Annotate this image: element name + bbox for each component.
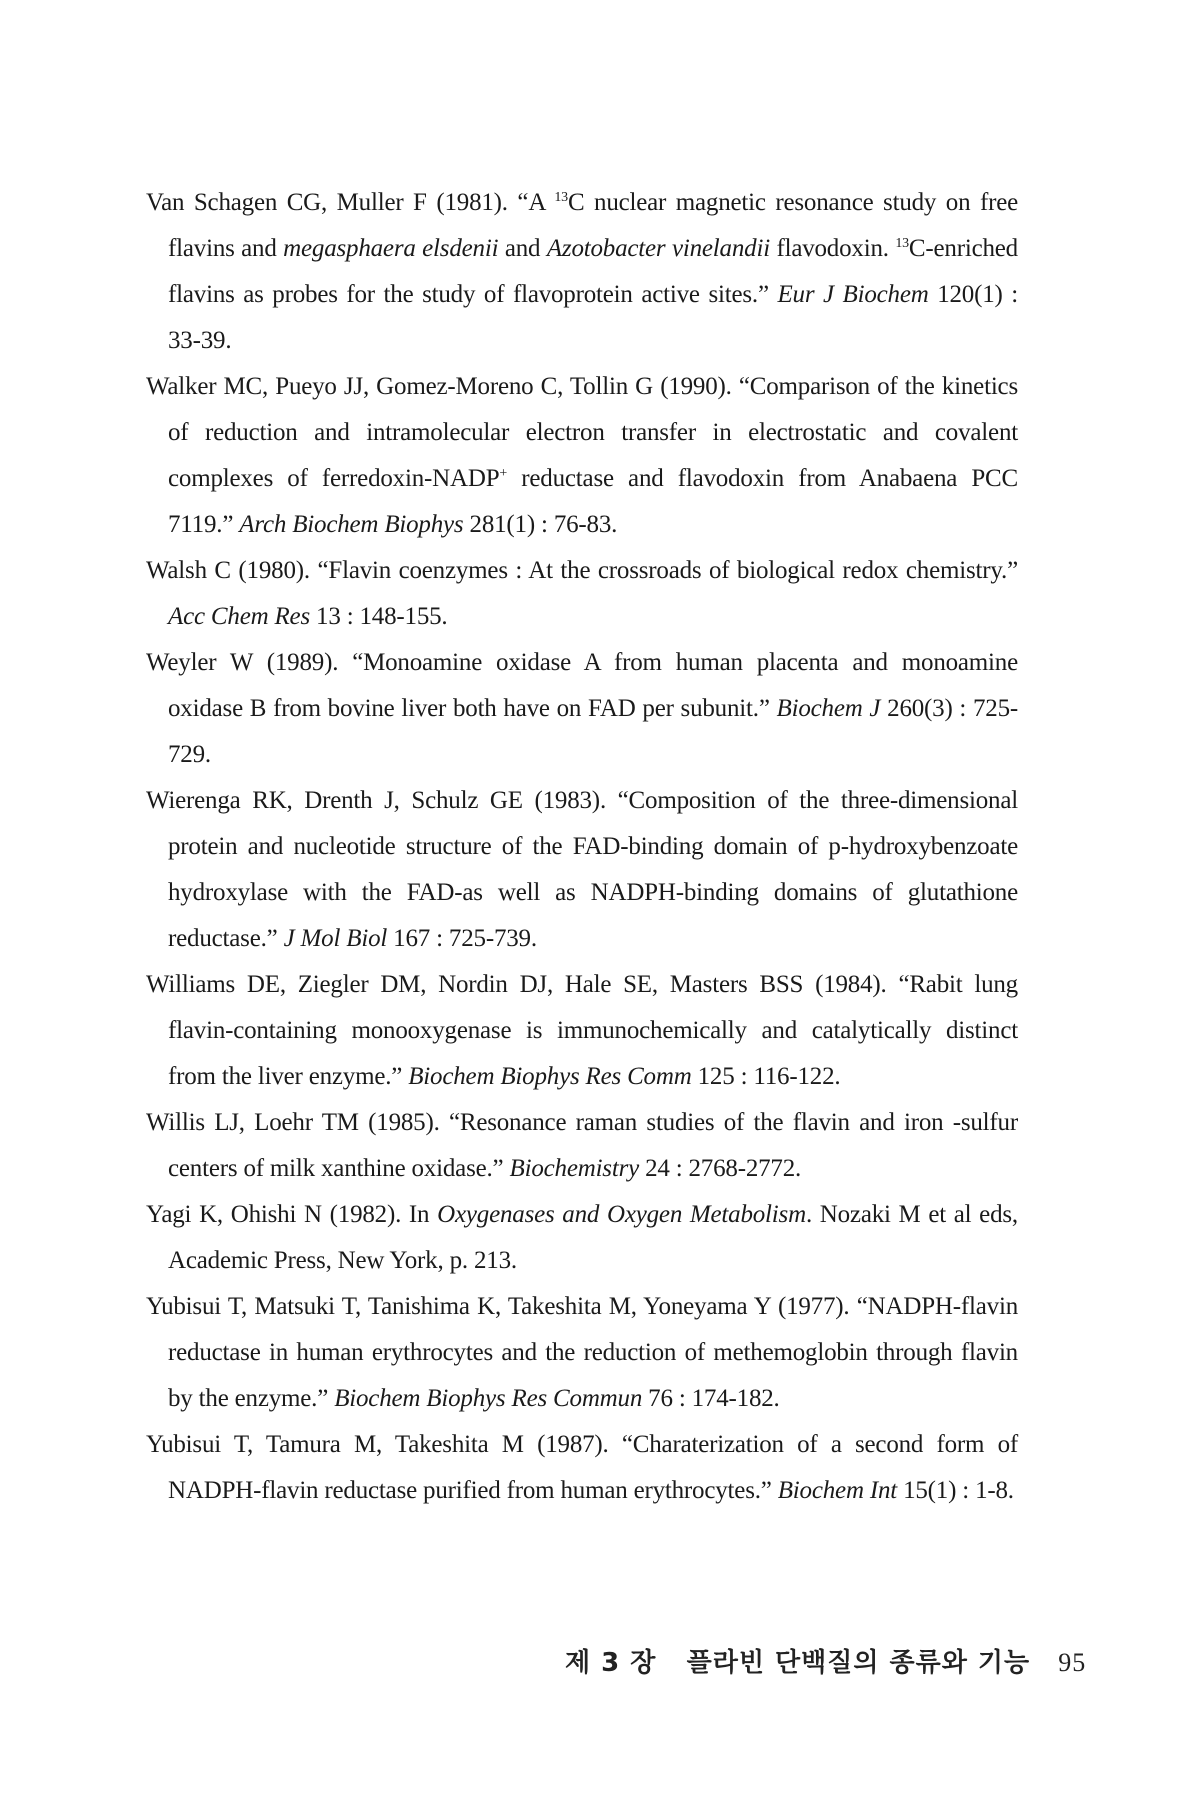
ref-citation: 15(1) : 1-8.: [897, 1477, 1014, 1504]
ref-authors: Willis LJ, Loehr TM: [146, 1109, 359, 1136]
ref-title: In: [408, 1201, 438, 1228]
ref-title: flavodoxin.: [769, 235, 896, 262]
reference-item: Yubisui T, Tamura M, Takeshita M (1987). “Charaterization of a second form of NADPH-flavin reductase purified from human erythrocytes.” Biochem Int 15(1) : 1-8.: [146, 1431, 1018, 1504]
ref-superscript: 13: [554, 190, 568, 205]
ref-journal: Acc Chem Res: [168, 603, 310, 630]
ref-citation: 125 : 116-122.: [691, 1063, 841, 1090]
ref-journal: Biochem Int: [777, 1477, 898, 1504]
ref-title: C-enriched flavins as probes for the study of flavoprotein active sites.”: [168, 235, 1018, 308]
ref-title: “Resonance raman studies of the flavin and iron -sulfur centers of milk xanthine oxidase.”: [168, 1109, 1018, 1182]
ref-authors: Weyler W: [146, 649, 253, 676]
reference-item: Weyler W (1989). “Monoamine oxidase A from human placenta and monoamine oxidase B from bovine liver both have on FAD per subunit.” Biochem J 260(3) : 725-729.: [146, 649, 1018, 768]
ref-year: (1984): [815, 971, 881, 998]
reference-item: Yubisui T, Matsuki T, Tanishima K, Takeshita M, Yoneyama Y (1977). “NADPH-flavin reductase in human erythrocytes and the reduction of methemoglobin through flavin by the enzyme.” Biochem Biophys Res Commun 76 : 174-182.: [146, 1293, 1018, 1412]
footer-chapter: 제 3 장: [565, 1648, 657, 1678]
ref-title: “Rabit lung flavin-containing monooxygenase is immunochemically and catalytically distinct from the liver enzyme.”: [168, 971, 1018, 1090]
ref-year: (1985): [368, 1109, 434, 1136]
ref-authors: Wierenga RK, Drenth J, Schulz GE: [146, 787, 523, 814]
ref-species: Azotobacter vinelandii: [546, 235, 770, 262]
ref-journal: Biochem Biophys Res Comm: [408, 1063, 692, 1090]
ref-title: “NADPH-flavin reductase in human erythrocytes and the reduction of methemoglobin through flavin by the enzyme.”: [168, 1293, 1018, 1412]
ref-superscript: +: [499, 466, 508, 481]
ref-authors: Yagi K, Ohishi N: [146, 1201, 322, 1228]
reference-item: Yagi K, Ohishi N (1982). In Oxygenases and Oxygen Metabolism. Nozaki M et al eds, Academic Press, New York, p. 213.: [146, 1201, 1018, 1274]
ref-journal: Biochem Biophys Res Commun: [334, 1385, 643, 1412]
ref-citation: 13 : 148-155.: [310, 603, 448, 630]
ref-title: and: [498, 235, 547, 262]
ref-year: (1980): [238, 557, 304, 584]
reference-item: Van Schagen CG, Muller F (1981). “A $^{13}$C nuclear magnetic resonance study on free flavins and megasphaera elsdenii and Azotobacter vinelandii flavodoxin. $^{13}$C-enriched flavins as probes for the study of flavoprotein active sites.” Eur J Biochem 120(1) : 33-39.: [146, 189, 1019, 354]
ref-title: “Monoamine oxidase A from human placenta and monoamine oxidase B from bovine liver both have on FAD per subunit.”: [168, 649, 1018, 722]
ref-journal: Arch Biochem Biophys: [239, 511, 464, 538]
ref-title: C nuclear magnetic resonance study on free flavins and: [168, 189, 1019, 262]
ref-superscript: 13: [895, 236, 909, 251]
footer-title: 플라빈 단백질의 종류와 기능: [686, 1648, 1031, 1678]
ref-title: “Composition of the three-dimensional protein and nucleotide structure of the FAD-binding domain of p-hydroxybenzoate hydroxylase with the FAD-as well as NADPH-binding domains of glutathione reductase.”: [168, 787, 1018, 952]
ref-title: “Charaterization of a second form of NADPH-flavin reductase purified from human erythrocytes.”: [168, 1431, 1018, 1504]
reference-item: Williams DE, Ziegler DM, Nordin DJ, Hale SE, Masters BSS (1984). “Rabit lung flavin-containing monooxygenase is immunochemically and catalytically distinct from the liver enzyme.” Biochem Biophys Res Comm 125 : 116-122.: [146, 971, 1018, 1090]
ref-authors: Walsh C: [146, 557, 231, 584]
reference-item: Walsh C (1980). “Flavin coenzymes : At the crossroads of biological redox chemistry.” Acc Chem Res 13 : 148-155.: [146, 557, 1018, 630]
ref-authors: Williams DE, Ziegler DM, Nordin DJ, Hale SE, Masters BSS: [146, 971, 804, 998]
page-number: 95: [1058, 1648, 1087, 1677]
running-footer: [565, 1642, 1086, 1679]
ref-citation: 24 : 2768-2772.: [639, 1155, 802, 1182]
reference-item: Willis LJ, Loehr TM (1985). “Resonance raman studies of the flavin and iron -sulfur centers of milk xanthine oxidase.” Biochemistry 24 : 2768-2772.: [146, 1109, 1018, 1182]
ref-year: (1990): [660, 373, 726, 400]
ref-species: megasphaera elsdenii: [283, 235, 499, 262]
ref-journal: Biochemistry: [509, 1155, 640, 1182]
ref-title: “A: [517, 189, 555, 216]
ref-year: (1982): [329, 1201, 396, 1228]
reference-list: [146, 180, 1018, 1514]
ref-year: (1981): [436, 189, 502, 216]
ref-journal: Biochem J: [776, 695, 881, 722]
ref-journal: J Mol Biol: [283, 925, 388, 952]
ref-year: (1987): [537, 1431, 603, 1458]
ref-citation: 76 : 174-182.: [642, 1385, 780, 1412]
ref-authors: Walker MC, Pueyo JJ, Gomez-Moreno C, Tollin G: [146, 373, 654, 400]
ref-title: “Flavin coenzymes : At the crossroads of biological redox chemistry.”: [317, 557, 1018, 584]
ref-authors: Van Schagen CG, Muller F: [146, 189, 427, 216]
ref-citation: 167 : 725-739.: [387, 925, 537, 952]
ref-title: reductase and flavodoxin from Anabaena PCC 7119.”: [168, 465, 1018, 538]
ref-year: (1989): [266, 649, 333, 676]
ref-citation: 260(3) : 725-729.: [168, 695, 1018, 768]
reference-item: Wierenga RK, Drenth J, Schulz GE (1983). “Composition of the three-dimensional protein and nucleotide structure of the FAD-binding domain of p-hydroxybenzoate hydroxylase with the FAD-as well as NADPH-binding domains of glutathione reductase.” J Mol Biol 167 : 725-739.: [146, 787, 1018, 952]
ref-citation: . Nozaki M et al eds, Academic Press, New York, p. 213.: [168, 1201, 1018, 1274]
ref-citation: 281(1) : 76-83.: [463, 511, 618, 538]
ref-authors: Yubisui T, Tamura M, Takeshita M: [146, 1431, 524, 1458]
ref-authors: Yubisui T, Matsuki T, Tanishima K, Takeshita M, Yoneyama Y: [146, 1293, 771, 1320]
reference-item: Walker MC, Pueyo JJ, Gomez-Moreno C, Tollin G (1990). “Comparison of the kinetics of reduction and intramolecular electron transfer in electrostatic and covalent complexes of ferredoxin-NADP+ reductase and flavodoxin from Anabaena PCC 7119.” Arch Biochem Biophys 281(1) : 76-83.: [146, 373, 1018, 538]
ref-book-title: Oxygenases and Oxygen Metabolism: [437, 1201, 806, 1228]
ref-journal: Eur J Biochem: [777, 281, 929, 308]
ref-title: “Comparison of the kinetics of reduction and intramolecular electron transfer in electrostatic and covalent complexes of ferredoxin-NADP: [168, 373, 1018, 492]
ref-year: (1977): [777, 1293, 844, 1320]
ref-citation: 120(1) : 33-39.: [168, 281, 1019, 354]
ref-year: (1983): [534, 787, 600, 814]
